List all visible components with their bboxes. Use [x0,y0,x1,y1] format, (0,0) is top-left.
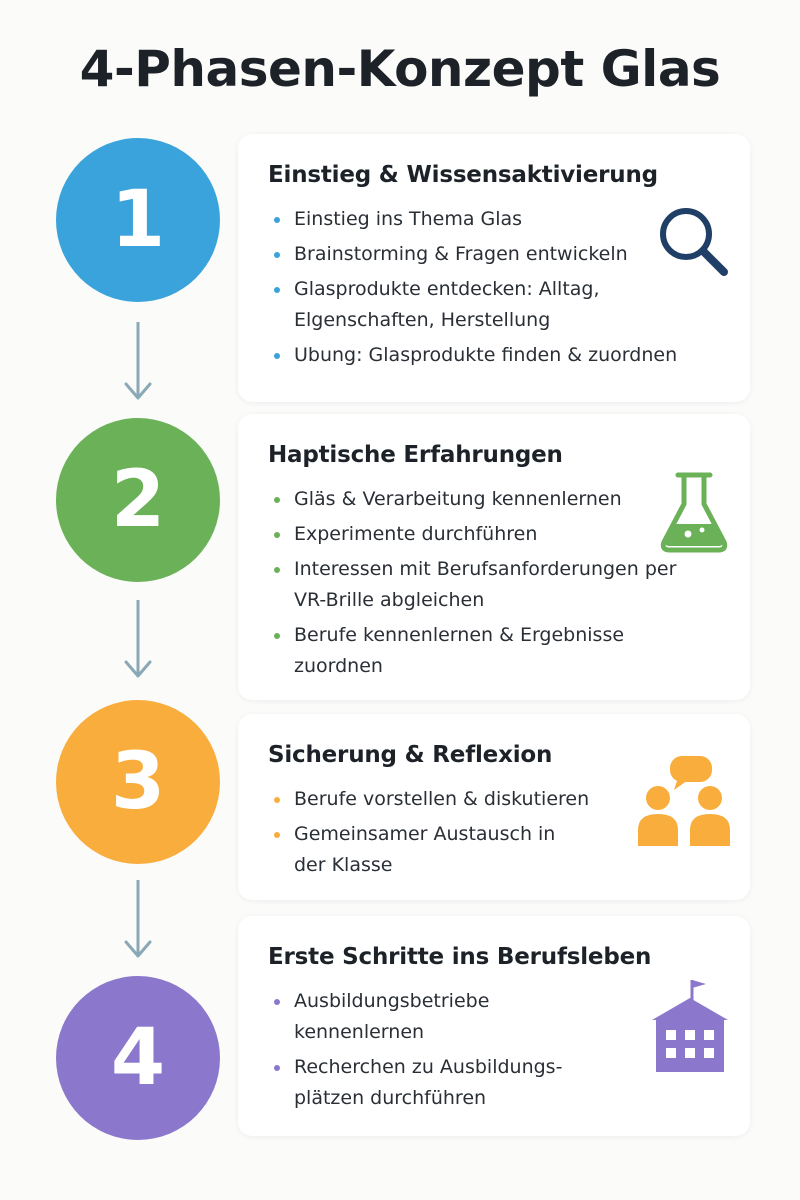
magnifier-icon [656,206,736,286]
phase-1-list [268,204,720,371]
list-item: Gemeinsamer Austausch in der Klasse [268,819,568,881]
phase-3-number: 3 [110,737,166,827]
list-item: Brainstorming & Fragen entwickeln [268,239,668,270]
arrow-down-icon [118,600,158,680]
page-title: 4-Phasen-Konzept Glas [79,40,721,98]
list-item: Berufe vorstellen & diskutieren [268,784,668,815]
arrow-down-icon [118,322,158,402]
arrow-down-icon [118,880,158,960]
phase-3-number-circle [56,700,220,864]
list-item: Interessen mit Berufsanforderungen per VR-Brille abgleichen [268,554,678,616]
school-building-icon [648,976,732,1076]
list-item: Gläs & Verarbeitung kennenlernen [268,484,668,515]
list-item: Recherchen zu Ausbildungs-plätzen durchführen [268,1052,568,1114]
phase-2-card [238,414,750,700]
phase-2-heading: Haptische Erfahrungen [268,442,563,468]
discussion-icon [634,752,734,848]
phase-1-number-circle [56,138,220,302]
phase-1-card [238,134,750,402]
phase-2-number: 2 [110,455,166,545]
phase-2-list [268,484,720,682]
list-item: Glasprodukte entdecken: Alltag, Elgenschaften, Herstellung [268,274,628,336]
list-item: Berufe kennenlernen & Ergebnisse zuordnen [268,620,668,682]
phase-3-card [238,714,750,900]
list-item: Ausbildungsbetriebe kennenlernen [268,986,528,1048]
phase-1-heading: Einstieg & Wissensaktivierung [268,162,658,188]
phase-4-card [238,916,750,1136]
phase-4-heading: Erste Schritte ins Berufsleben [268,944,652,970]
phase-4-number-circle [56,976,220,1140]
list-item: Experimente durchführen [268,519,668,550]
phase-1-number: 1 [110,175,166,265]
phase-4-number: 4 [110,1013,166,1103]
flask-icon [658,470,730,556]
list-item: Ubung: Glasprodukte finden & zuordnen [268,340,708,371]
list-item: Einstieg ins Thema Glas [268,204,668,235]
phase-3-heading: Sicherung & Reflexion [268,742,553,768]
phase-2-number-circle [56,418,220,582]
